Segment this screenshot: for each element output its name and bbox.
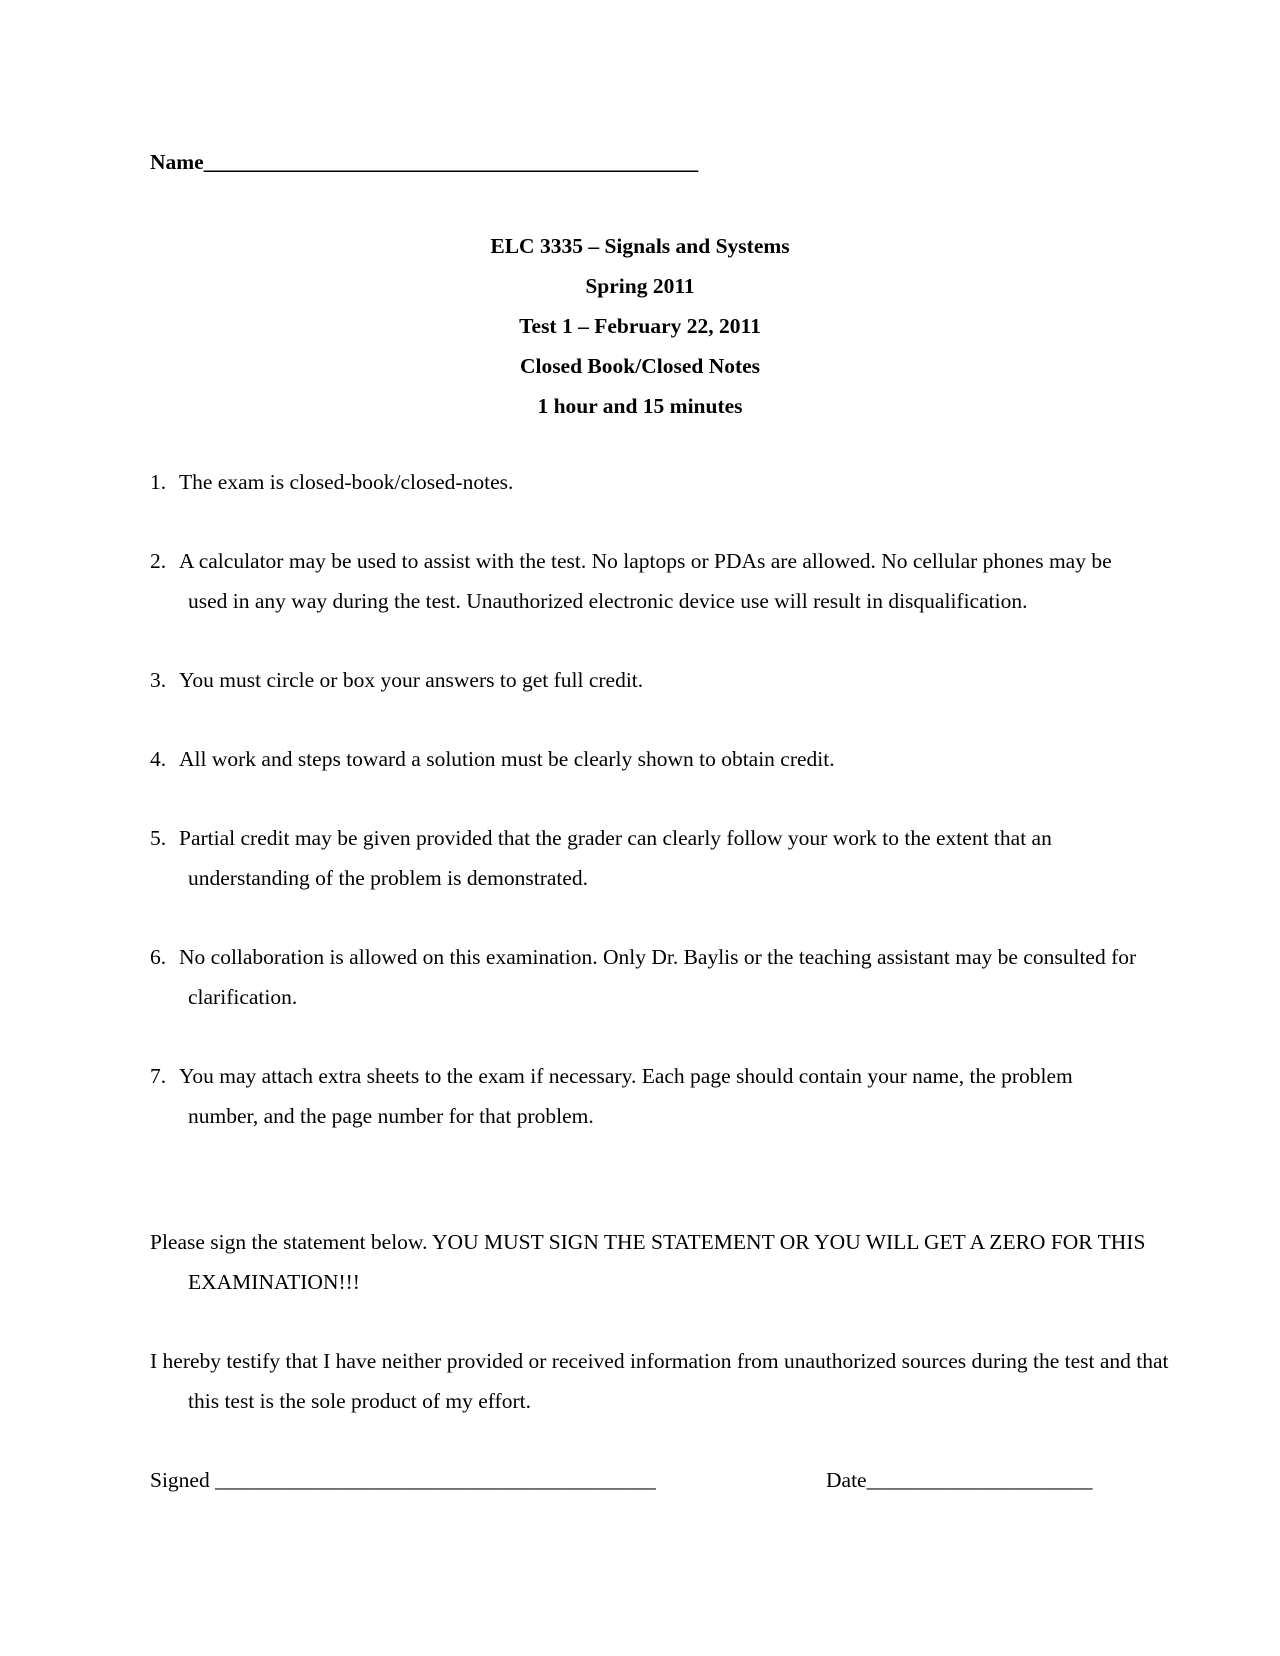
sign-instruction: Please sign the statement below. YOU MUST SIGN THE STATEMENT OR YOU WILL GET A ZERO FOR THIS EXAMINATION!!! [150, 1230, 1146, 1294]
course-title: ELC 3335 – Signals and Systems [490, 234, 790, 258]
rule-text: You must circle or box your answers to get full credit. [179, 668, 644, 692]
rule-text: The exam is closed-book/closed-notes. [179, 470, 514, 494]
list-item [150, 739, 1140, 779]
list-item [150, 1056, 1140, 1136]
list-item [150, 660, 1140, 700]
rule-number: 4. [150, 747, 167, 771]
rule-text: You may attach extra sheets to the exam if necessary. Each page should contain your name, the problem number, and the page number for that problem. [179, 1064, 1073, 1128]
term-label: Spring 2011 [585, 274, 695, 298]
exam-header [0, 226, 1280, 426]
list-item [150, 462, 1140, 502]
rule-number: 7. [150, 1064, 167, 1088]
rule-text: A calculator may be used to assist with the test. No laptops or PDAs are allowed. No cellular phones may be used in any way during the test. Unauthorized electronic device use will result in disqualification. [179, 549, 1112, 613]
exam-rules-list [150, 462, 1140, 1175]
name-field-label: Name______________________________________________ [150, 150, 699, 174]
rule-text: All work and steps toward a solution must be clearly shown to obtain credit. [179, 747, 835, 771]
rule-number: 2. [150, 549, 167, 573]
list-item [150, 541, 1140, 621]
list-item [150, 937, 1140, 1017]
rule-number: 5. [150, 826, 167, 850]
rule-text: Partial credit may be given provided that the grader can clearly follow your work to the extent that an understanding of the problem is demonstrated. [179, 826, 1052, 890]
rule-number: 1. [150, 470, 167, 494]
policy-label: Closed Book/Closed Notes [519, 354, 761, 378]
rule-text: No collaboration is allowed on this examination. Only Dr. Baylis or the teaching assistant may be consulted for clarification. [179, 945, 1137, 1009]
signature-field-label: Signed _________________________________________ [150, 1468, 656, 1492]
test-date-label: Test 1 – February 22, 2011 [519, 314, 761, 338]
rule-number: 3. [150, 668, 167, 692]
list-item [150, 818, 1140, 898]
date-field-label: Date_____________________ [826, 1468, 1093, 1492]
honor-statement: I hereby testify that I have neither provided or received information from unauthorized sources during the test and that this test is the sole product of my effort. [150, 1349, 1169, 1413]
duration-label: 1 hour and 15 minutes [537, 394, 743, 418]
rule-number: 6. [150, 945, 167, 969]
